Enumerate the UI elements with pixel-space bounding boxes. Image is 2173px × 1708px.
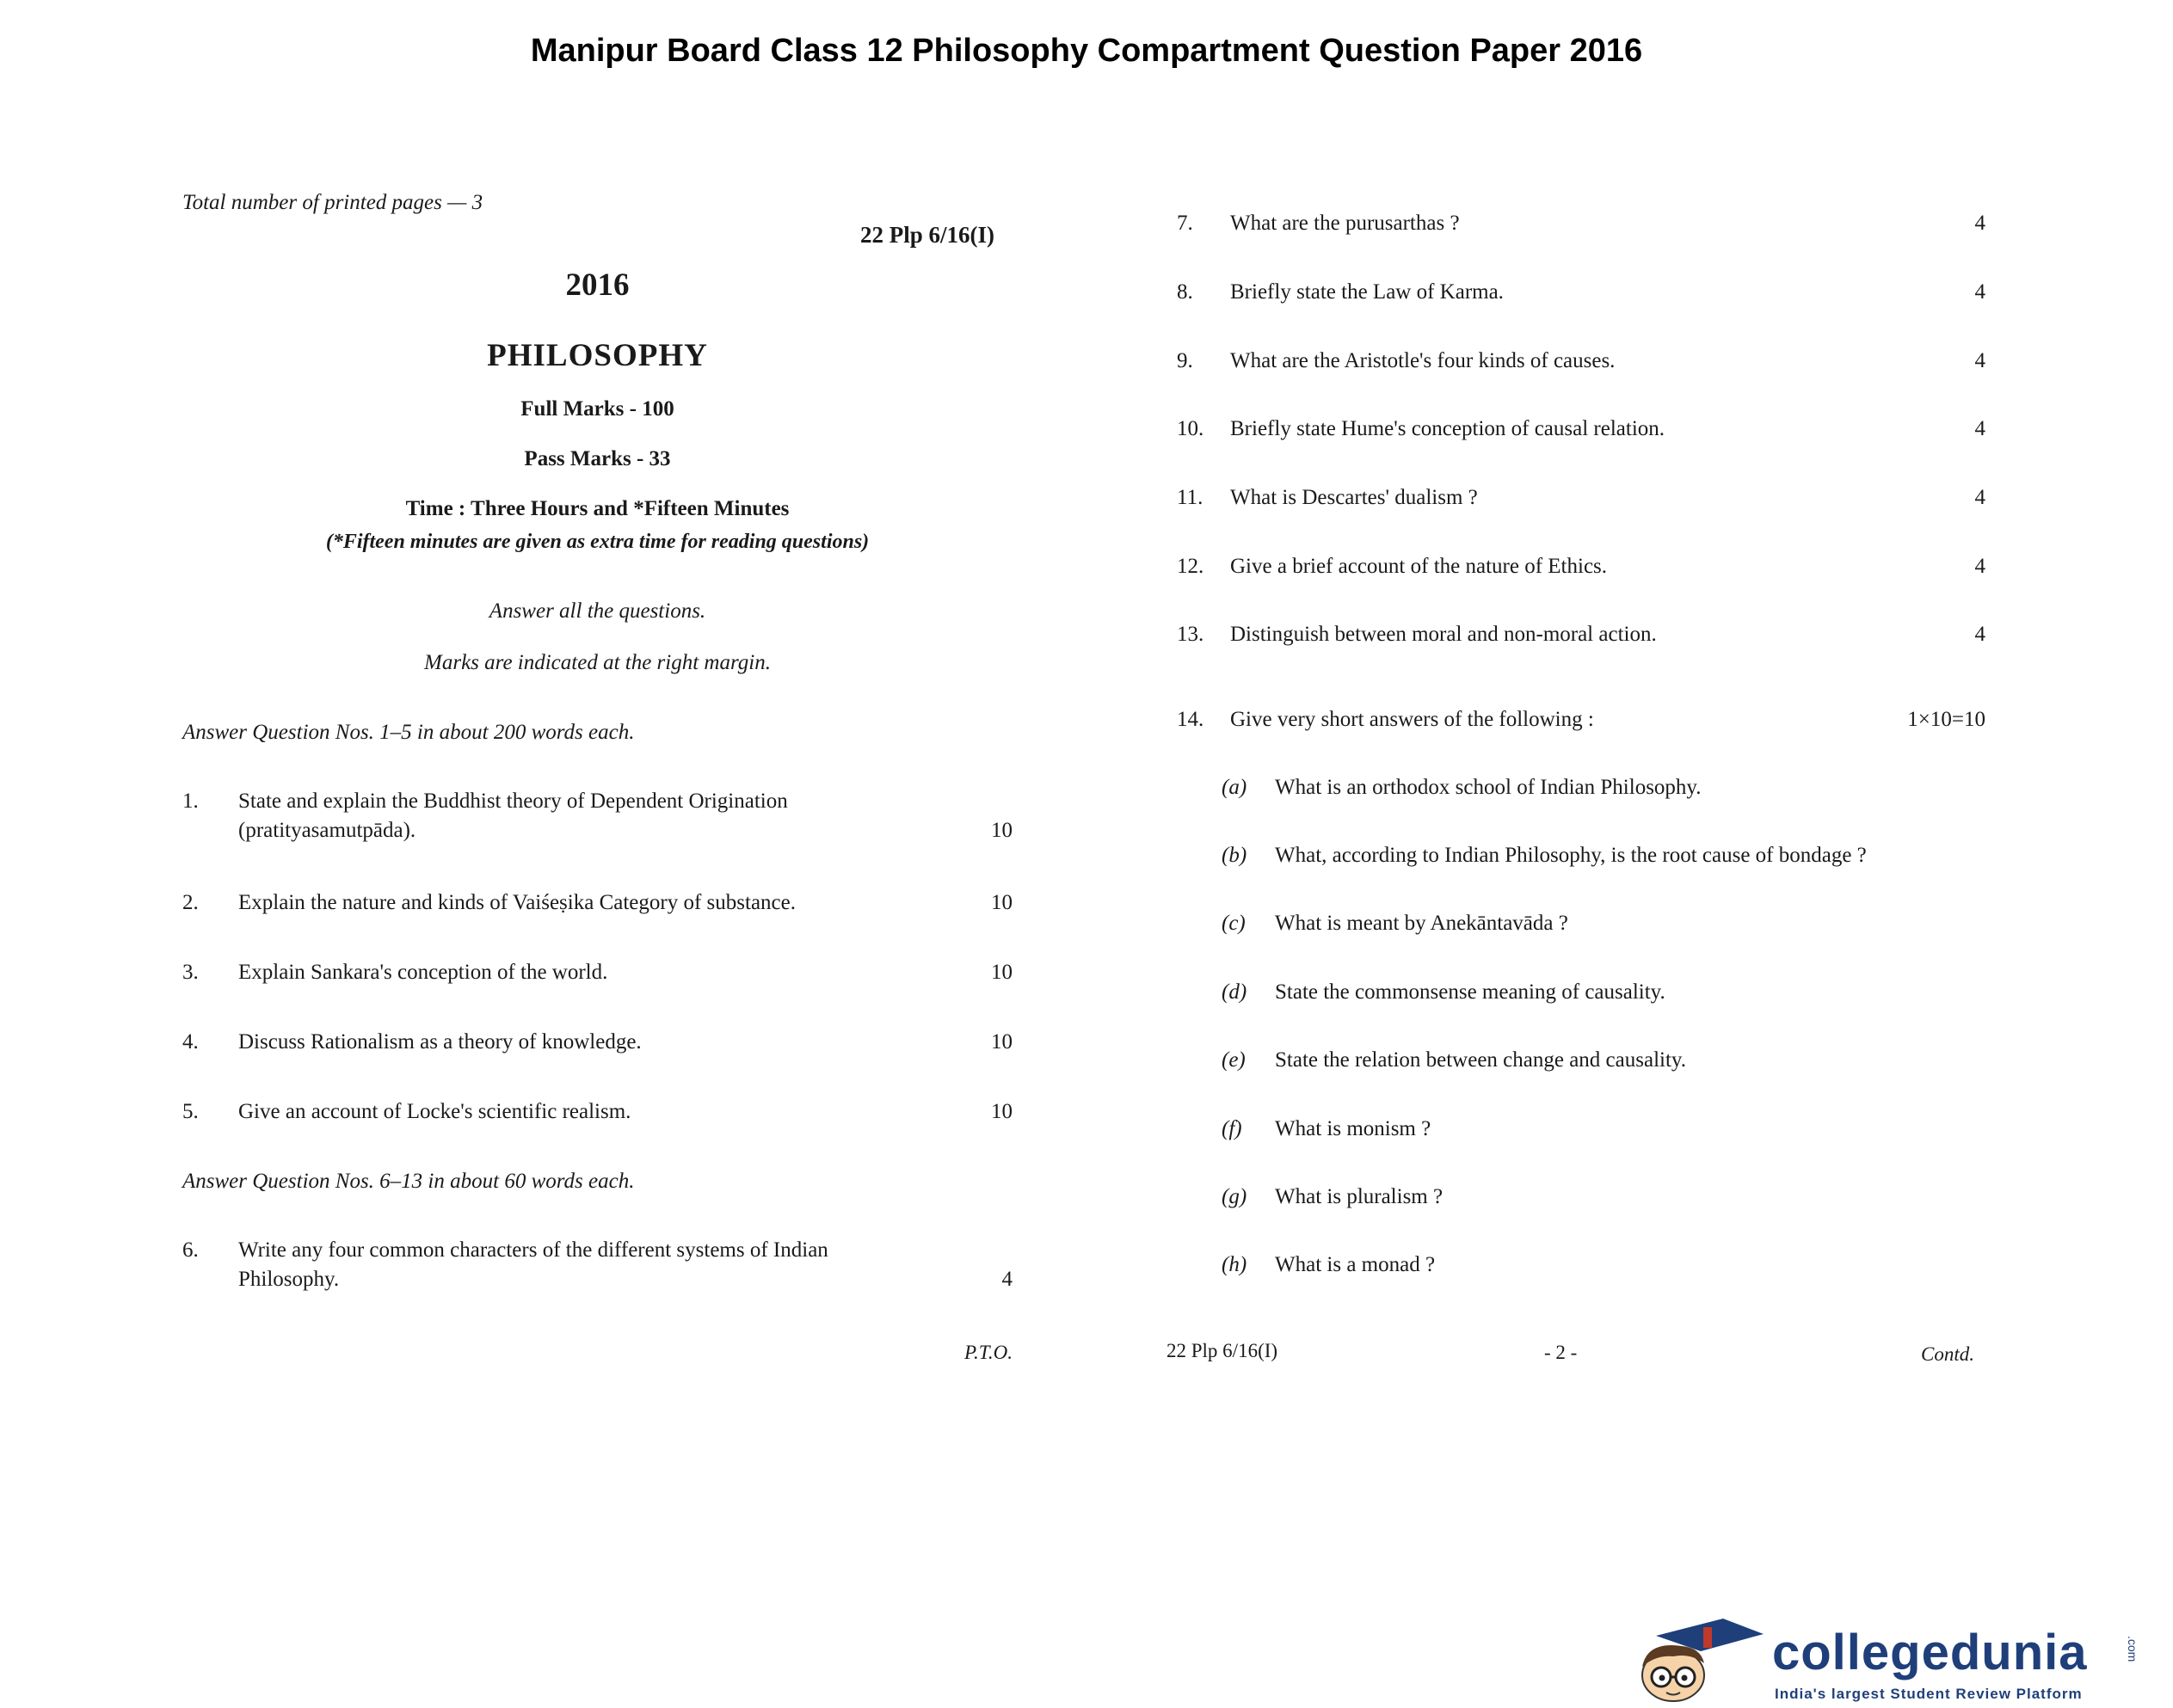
question-marks: 10 [991,819,1013,842]
question-number: 11. [1177,486,1203,509]
question-number: 6. [182,1238,199,1262]
question-number: 9. [1177,349,1193,372]
question-text: Distinguish between moral and non-moral action. [1230,623,1657,646]
sub-question-text: State the relation between change and causality. [1275,1048,1687,1072]
question-item [182,1238,1013,1299]
paper-code: 22 Plp 6/16(I) [860,222,995,248]
question-marks: 4 [1974,349,1985,372]
question-item [1177,486,1985,515]
mascot-icon [1622,1617,1768,1703]
sub-question-label: (c) [1222,912,1246,935]
question-marks: 4 [1974,623,1985,646]
sub-question-text: What is monism ? [1275,1117,1431,1140]
question-text: Write any four common characters of the different systems of Indian [238,1238,828,1262]
question-text: Give a brief account of the nature of Ethics. [1230,555,1608,578]
question-item [182,789,1013,850]
sub-question-text: What is pluralism ? [1275,1185,1444,1208]
section-instruction-2: Answer Question Nos. 6–13 in about 60 words each. [182,1170,635,1193]
subject-title: PHILOSOPHY [487,338,708,373]
instruction-marks: Marks are indicated at the right margin. [424,651,771,674]
question-text: Give an account of Locke's scientific realism. [238,1100,631,1123]
question-text: Briefly state Hume's conception of causal relation. [1230,417,1665,440]
pass-marks: Pass Marks - 33 [524,447,671,470]
logo-wordmark: collegedunia [1772,1625,2088,1680]
question-number: 2. [182,891,199,914]
footer-page-number: - 2 - [1544,1342,1578,1363]
question-marks: 4 [1974,555,1985,578]
question-text: State and explain the Buddhist theory of Dependent Origination [238,789,788,813]
exam-year: 2016 [565,267,630,303]
footer-contd: Contd. [1921,1343,1974,1365]
sub-question-label: (d) [1222,980,1247,1004]
question-marks: 10 [991,1100,1013,1123]
question-marks: 4 [1974,280,1985,304]
question-item [1177,417,1985,446]
question-item [182,961,1013,990]
question-item [1177,623,1985,652]
question-text-continued: Philosophy. [238,1268,340,1291]
question-number: 7. [1177,212,1193,235]
question-text: What are the purusarthas ? [1230,212,1460,235]
sub-question-label: (f) [1222,1117,1242,1140]
logo-tagline: India's largest Student Review Platform [1775,1686,2083,1702]
full-marks: Full Marks - 100 [520,397,674,421]
question-text: What is Descartes' dualism ? [1230,486,1478,509]
question-number: 12. [1177,555,1204,578]
question-number: 10. [1177,417,1204,440]
sub-question-label: (h) [1222,1253,1247,1276]
question-marks: 10 [991,1030,1013,1054]
question-number: 8. [1177,280,1193,304]
question-text: Briefly state the Law of Karma. [1230,280,1504,304]
question-text: Explain Sankara's conception of the world. [238,961,608,984]
sub-question-text: What is meant by Anekāntavāda ? [1275,912,1568,935]
question-text: What are the Aristotle's four kinds of causes. [1230,349,1616,372]
question-item [1177,212,1985,241]
question-text: Give very short answers of the following : [1230,708,1594,731]
sub-question-text: State the commonsense meaning of causality. [1275,980,1665,1004]
time-note: (*Fifteen minutes are given as extra time for reading questions) [325,531,870,553]
sub-question-label: (g) [1222,1185,1247,1208]
question-item [1177,349,1985,378]
question-marks: 4 [1974,417,1985,440]
question-text-continued: (pratityasamutpāda). [238,819,416,842]
question-text: Explain the nature and kinds of Vaiśeṣika Category of substance. [238,891,796,914]
printed-pages-note: Total number of printed pages — 3 [182,191,483,214]
pto-note: P.T.O. [963,1342,1013,1363]
question-number: 1. [182,789,199,813]
sub-question-text: What, according to Indian Philosophy, is the root cause of bondage ? [1275,844,1867,867]
sub-question-label: (e) [1222,1048,1246,1072]
question-number: 14. [1177,708,1204,731]
footer-paper-code: 22 Plp 6/16(I) [1167,1340,1278,1361]
question-marks: 4 [1974,486,1985,509]
logo-domain-suffix: .com [2126,1636,2139,1662]
question-marks: 4 [1974,212,1985,235]
sub-question-label: (b) [1222,844,1247,867]
sub-question-text: What is a monad ? [1275,1253,1436,1276]
question-marks: 10 [991,891,1013,914]
question-number: 5. [182,1100,199,1123]
question-item [1177,708,1985,737]
question-marks: 10 [991,961,1013,984]
section-instruction-1: Answer Question Nos. 1–5 in about 200 words each. [182,721,635,744]
question-item [1177,555,1985,584]
time-allowed: Time : Three Hours and *Fifteen Minutes [405,497,790,520]
question-item [182,891,1013,920]
collegedunia-logo [1622,1617,2172,1703]
question-marks: 1×10=10 [1907,708,1985,731]
question-text: Discuss Rationalism as a theory of knowledge. [238,1030,642,1054]
question-item [1177,280,1985,310]
sub-question-label: (a) [1222,776,1247,799]
question-number: 3. [182,961,199,984]
question-item [182,1100,1013,1129]
question-item [182,1030,1013,1060]
question-number: 4. [182,1030,199,1054]
sub-question-text: What is an orthodox school of Indian Philosophy. [1275,776,1702,799]
page-title: Manipur Board Class 12 Philosophy Compartment Question Paper 2016 [530,33,1643,69]
instruction-answer-all: Answer all the questions. [489,599,706,623]
question-number: 13. [1177,623,1204,646]
question-marks: 4 [1001,1268,1013,1291]
